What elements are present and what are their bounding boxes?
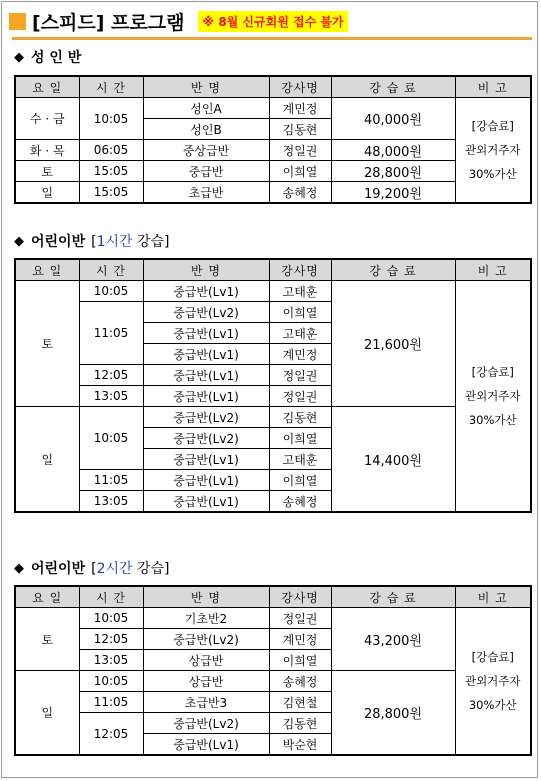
remark-line: 관외거주자 (464, 674, 521, 688)
instructor-cell: 김동현 (269, 119, 331, 140)
day-cell: 토 (15, 281, 79, 407)
col-header-remark: 비 고 (455, 76, 531, 98)
col-header-remark: 비 고 (455, 259, 531, 281)
instructor-cell: 계민정 (269, 98, 331, 119)
table-row (15, 671, 531, 692)
header-divider (12, 37, 532, 40)
instructor-cell: 정일권 (269, 386, 331, 407)
class-cell: 중급반(Lv1) (143, 365, 269, 386)
section-title-kids-1h (14, 231, 170, 251)
remark-cell (455, 281, 531, 513)
adult-schedule-table (14, 75, 532, 204)
remark-line: [강습료] (471, 650, 514, 664)
section-note (91, 231, 169, 251)
instructor-cell: 김현철 (269, 692, 331, 713)
col-header-fee: 강 습 료 (331, 259, 455, 281)
col-header-instructor: 강사명 (269, 76, 331, 98)
class-cell: 중급반(Lv2) (143, 428, 269, 449)
class-cell: 중급반(Lv1) (143, 323, 269, 344)
kids-1h-schedule-table (14, 258, 532, 513)
col-header-instructor: 강사명 (269, 586, 331, 608)
table-row (15, 182, 531, 204)
fee-cell: 28,800원 (331, 671, 455, 756)
class-cell: 중급반(Lv1) (143, 491, 269, 513)
section-title-text: 어린이반 (31, 561, 86, 577)
class-cell: 상급반 (143, 650, 269, 671)
time-cell: 13:05 (79, 650, 143, 671)
col-header-time: 시 간 (79, 259, 143, 281)
time-cell: 06:05 (79, 140, 143, 161)
fee-cell: 40,000원 (331, 98, 455, 140)
instructor-cell: 이희열 (269, 302, 331, 323)
table-row (15, 161, 531, 182)
instructor-cell: 이희열 (269, 428, 331, 449)
time-cell: 10:05 (79, 98, 143, 140)
section-title-kids-2h (14, 558, 170, 578)
section-title-text: 어린이반 (31, 234, 86, 250)
class-cell: 중급반(Lv1) (143, 449, 269, 470)
class-cell: 중급반(Lv1) (143, 344, 269, 365)
day-cell: 일 (15, 671, 79, 756)
diamond-bullet-icon: ◆ (14, 560, 24, 576)
class-cell: 중급반 (143, 161, 269, 182)
day-cell: 수 · 금 (15, 98, 79, 140)
day-cell: 토 (15, 161, 79, 182)
remark-line: 관외거주자 (464, 143, 521, 157)
section-note (91, 558, 169, 578)
time-cell: 10:05 (79, 281, 143, 302)
class-cell: 중상급반 (143, 140, 269, 161)
col-header-day: 요 일 (15, 259, 79, 281)
time-cell: 11:05 (79, 302, 143, 365)
table-header-row (15, 259, 531, 281)
note-bracket: [ (91, 234, 97, 250)
class-cell: 중급반(Lv2) (143, 713, 269, 734)
note-duration: 2시간 (96, 561, 133, 577)
class-cell: 초급반3 (143, 692, 269, 713)
instructor-cell: 정일권 (269, 365, 331, 386)
time-cell: 10:05 (79, 671, 143, 692)
instructor-cell: 송혜정 (269, 182, 331, 204)
instructor-cell: 이희열 (269, 650, 331, 671)
fee-cell: 48,000원 (331, 140, 455, 161)
time-cell: 11:05 (79, 470, 143, 491)
class-cell: 중급반(Lv2) (143, 629, 269, 650)
class-cell: 성인B (143, 119, 269, 140)
time-cell: 13:05 (79, 386, 143, 407)
day-cell: 일 (15, 407, 79, 513)
table-row (15, 140, 531, 161)
instructor-cell: 계민정 (269, 344, 331, 365)
kids-2h-schedule-table (14, 585, 532, 756)
class-cell: 중급반(Lv1) (143, 281, 269, 302)
col-header-class: 반 명 (143, 76, 269, 98)
time-cell: 12:05 (79, 365, 143, 386)
instructor-cell: 고태훈 (269, 449, 331, 470)
fee-cell: 19,200원 (331, 182, 455, 204)
col-header-day: 요 일 (15, 586, 79, 608)
section-title-adult (14, 47, 81, 67)
section-title-text: 성 인 반 (31, 50, 82, 66)
notice-badge: ※ 8월 신규회원 접수 불가 (198, 11, 347, 32)
col-header-day: 요 일 (15, 76, 79, 98)
col-header-class: 반 명 (143, 259, 269, 281)
class-cell: 중급반(Lv1) (143, 386, 269, 407)
note-bracket: [ (91, 561, 97, 577)
instructor-cell: 김동현 (269, 713, 331, 734)
instructor-cell: 이희열 (269, 470, 331, 491)
day-cell: 화 · 목 (15, 140, 79, 161)
table-header-row (15, 586, 531, 608)
remark-line: 관외거주자 (464, 389, 521, 403)
remark-line: [강습료] (471, 119, 514, 133)
time-cell: 15:05 (79, 182, 143, 204)
time-cell: 11:05 (79, 692, 143, 713)
instructor-cell: 송혜정 (269, 671, 331, 692)
page-header (9, 6, 348, 36)
table-row (15, 281, 531, 302)
instructor-cell: 고태훈 (269, 323, 331, 344)
time-cell: 10:05 (79, 608, 143, 629)
col-header-instructor: 강사명 (269, 259, 331, 281)
instructor-cell: 고태훈 (269, 281, 331, 302)
class-cell: 중급반(Lv1) (143, 734, 269, 756)
col-header-time: 시 간 (79, 586, 143, 608)
class-cell: 성인A (143, 98, 269, 119)
fee-cell: 43,200원 (331, 608, 455, 671)
table-header-row (15, 76, 531, 98)
table-row (15, 98, 531, 119)
remark-cell (455, 608, 531, 756)
table-row (15, 608, 531, 629)
class-cell: 중급반(Lv2) (143, 407, 269, 428)
page-title: [스피드] 프로그램 (32, 11, 185, 34)
col-header-time: 시 간 (79, 76, 143, 98)
orange-square-icon (9, 13, 26, 30)
day-cell: 토 (15, 608, 79, 671)
col-header-fee: 강 습 료 (331, 586, 455, 608)
time-cell: 12:05 (79, 629, 143, 650)
fee-cell: 14,400원 (331, 407, 455, 513)
remark-line: [강습료] (471, 365, 514, 379)
instructor-cell: 박순현 (269, 734, 331, 756)
col-header-remark: 비 고 (455, 586, 531, 608)
note-duration: 1시간 (96, 234, 133, 250)
class-cell: 중급반(Lv1) (143, 470, 269, 491)
class-cell: 중급반(Lv2) (143, 302, 269, 323)
time-cell: 10:05 (79, 407, 143, 470)
remark-line: 30%가산 (468, 698, 517, 712)
fee-cell: 21,600원 (331, 281, 455, 407)
note-rest: 강습] (132, 234, 170, 250)
time-cell: 13:05 (79, 491, 143, 513)
col-header-class: 반 명 (143, 586, 269, 608)
time-cell: 15:05 (79, 161, 143, 182)
instructor-cell: 송혜정 (269, 491, 331, 513)
class-cell: 상급반 (143, 671, 269, 692)
table-row (15, 407, 531, 428)
class-cell: 기초반2 (143, 608, 269, 629)
remark-line: 30%가산 (468, 413, 517, 427)
remark-cell (455, 98, 531, 204)
time-cell: 12:05 (79, 713, 143, 756)
day-cell: 일 (15, 182, 79, 204)
instructor-cell: 정일권 (269, 608, 331, 629)
col-header-fee: 강 습 료 (331, 76, 455, 98)
instructor-cell: 이희열 (269, 161, 331, 182)
instructor-cell: 계민정 (269, 629, 331, 650)
note-rest: 강습] (132, 561, 170, 577)
instructor-cell: 김동현 (269, 407, 331, 428)
class-cell: 초급반 (143, 182, 269, 204)
remark-line: 30%가산 (468, 167, 517, 181)
fee-cell: 28,800원 (331, 161, 455, 182)
diamond-bullet-icon: ◆ (14, 233, 24, 249)
instructor-cell: 정일권 (269, 140, 331, 161)
diamond-bullet-icon: ◆ (14, 49, 24, 65)
